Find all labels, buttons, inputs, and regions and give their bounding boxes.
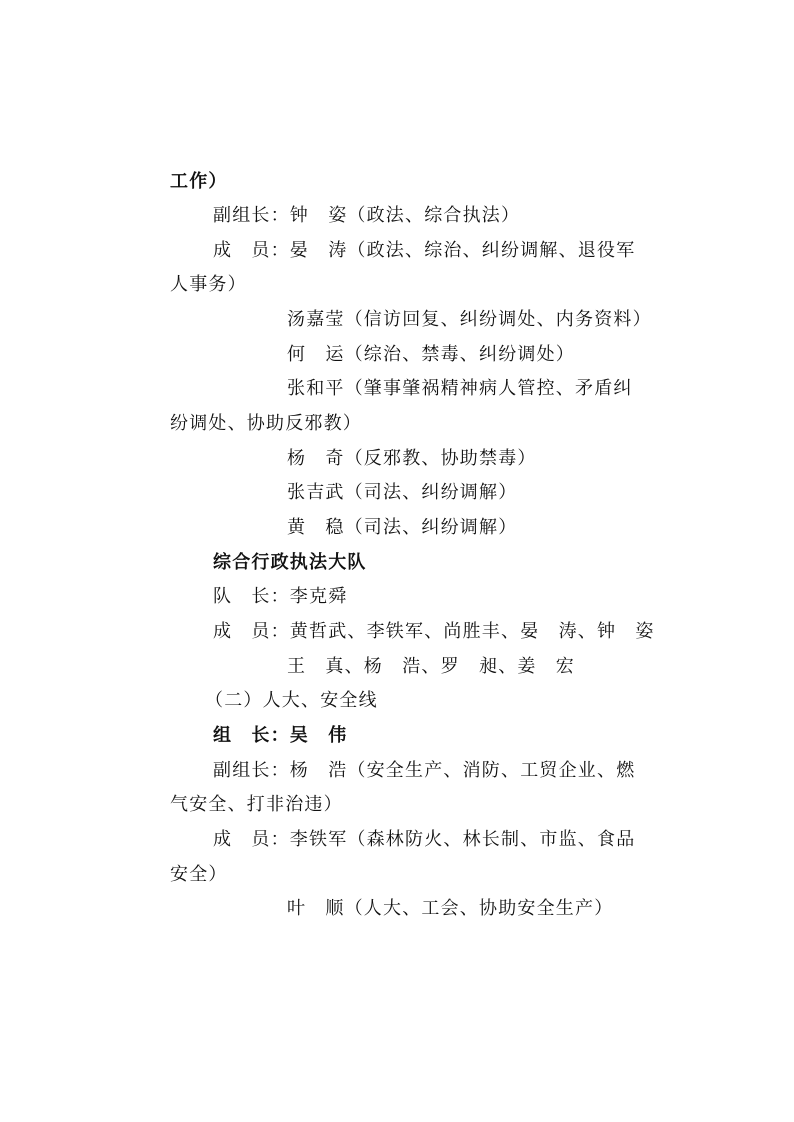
line-member-li-cont: 安全） xyxy=(170,864,228,885)
line-member-huang-wen: 黄 稳（司法、纠纷调解） xyxy=(287,517,518,538)
line-group-leader-wu: 组 长：吴 伟 xyxy=(213,725,348,746)
line-member-zhang-jiwu: 张吉武（司法、纠纷调解） xyxy=(287,482,518,503)
section-heading-law-enforcement: 综合行政执法大队 xyxy=(213,552,367,573)
line-team-leader: 队 长：李克舜 xyxy=(213,586,348,607)
line-team-members: 成 员：黄哲武、李铁军、尚胜丰、晏 涛、钟 姿 xyxy=(213,621,655,642)
line-member-zhang-heping: 张和平（肇事肇祸精神病人管控、矛盾纠 xyxy=(287,378,633,399)
line-member-zhang-heping-cont: 纷调处、协助反邪教） xyxy=(170,413,362,434)
line-member-he: 何 运（综治、禁毒、纠纷调处） xyxy=(287,344,575,365)
line-deputy-leader-zhong: 副组长：钟 姿（政法、综合执法） xyxy=(213,205,521,226)
line-deputy-leader-yang: 副组长：杨 浩（安全生产、消防、工贸企业、燃 xyxy=(213,760,636,781)
section-heading-npc-safety: （二）人大、安全线 xyxy=(205,690,378,711)
line-member-yan: 成 员：晏 涛（政法、综治、纠纷调解、退役军 xyxy=(213,240,636,261)
line-work-end: 工作） xyxy=(170,171,228,192)
line-deputy-leader-yang-cont: 气安全、打非治违） xyxy=(170,794,343,815)
line-member-ye: 叶 顺（人大、工会、协助安全生产） xyxy=(287,898,614,919)
line-member-tang: 汤嘉莹（信访回复、纠纷调处、内务资料） xyxy=(287,309,652,330)
line-member-yang-qi: 杨 奇（反邪教、协助禁毒） xyxy=(287,448,537,469)
line-member-li: 成 员：李铁军（森林防火、林长制、市监、食品 xyxy=(213,829,636,850)
line-team-members-cont: 王 真、杨 浩、罗 昶、姜 宏 xyxy=(287,656,575,677)
line-member-yan-cont: 人事务） xyxy=(170,274,247,295)
